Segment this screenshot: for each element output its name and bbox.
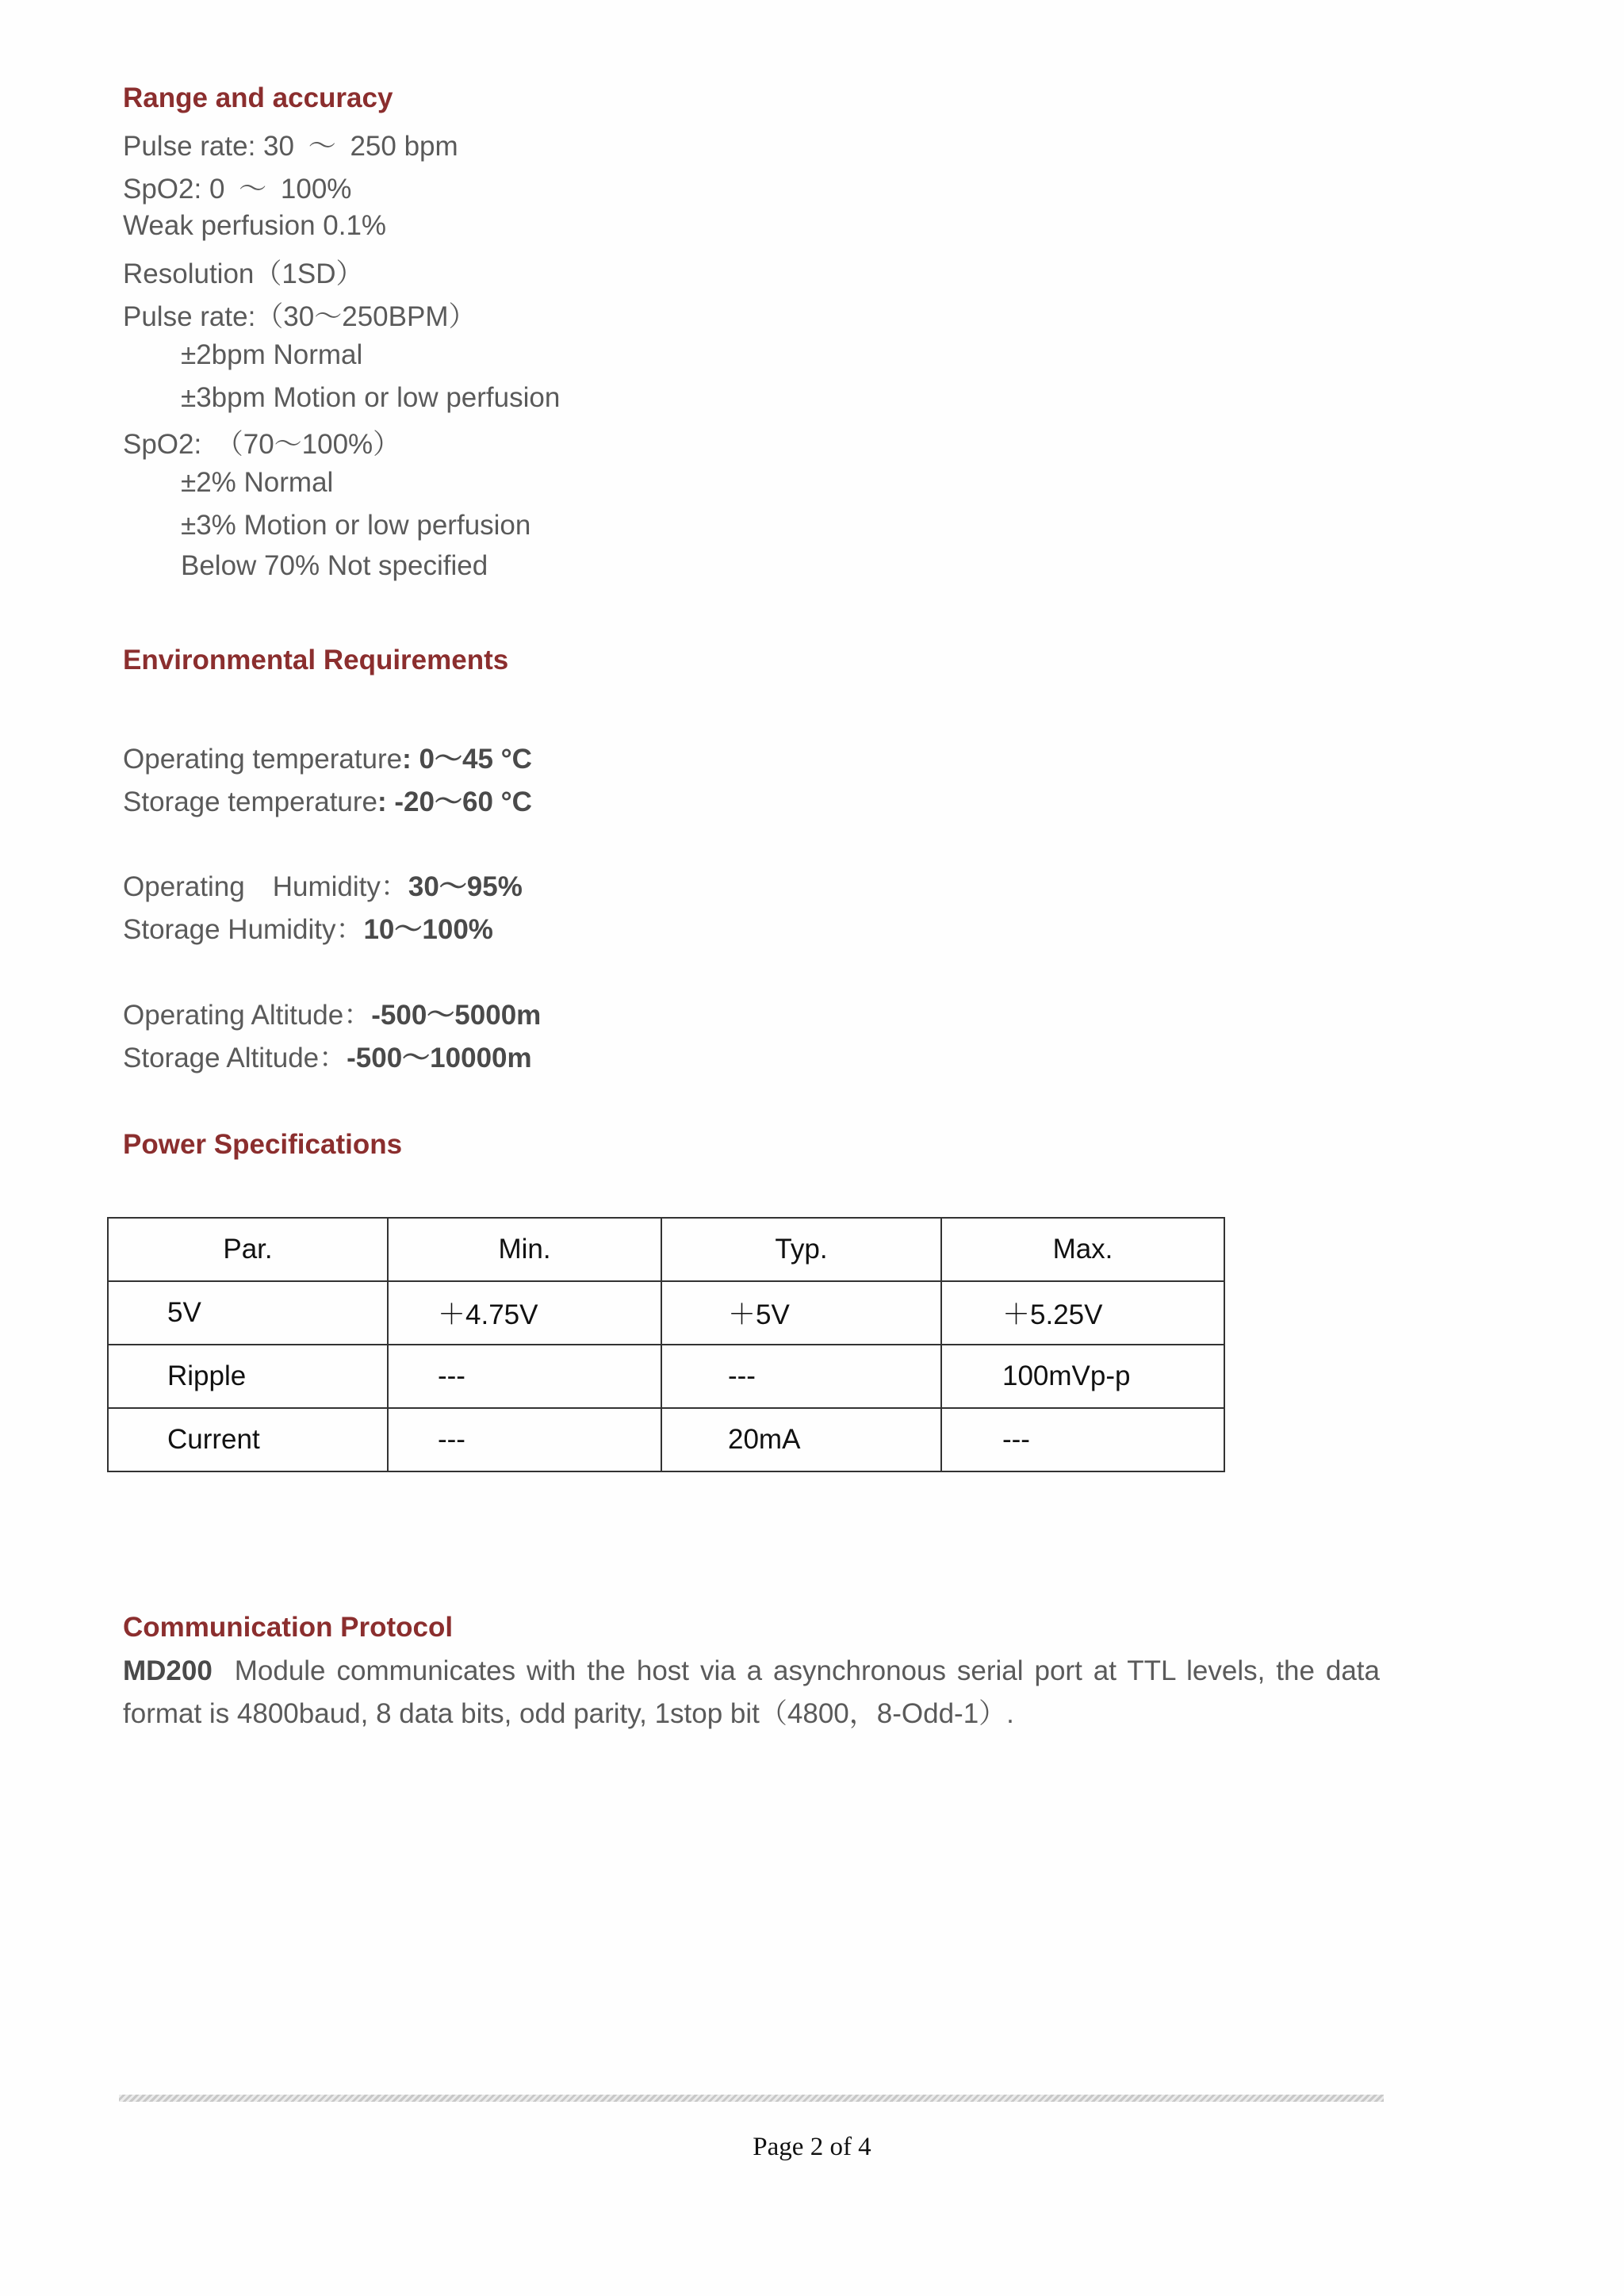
cell-par: Ripple — [108, 1345, 388, 1408]
cell-max: ＋5.25V — [941, 1281, 1224, 1345]
storage-altitude-line — [123, 1036, 532, 1076]
operating-temperature-value: : 0～45 °C — [402, 744, 532, 775]
cell-par: Current — [108, 1408, 388, 1471]
cell-typ: --- — [661, 1345, 941, 1408]
cell-par: 5V — [108, 1281, 388, 1345]
cell-max: --- — [941, 1408, 1224, 1471]
cell-min: --- — [388, 1408, 661, 1471]
pulse-rate-range-line — [123, 124, 458, 164]
communication-text: Module communicates with the host via a asynchronous serial port at TTL levels, the data format is 4800baud, 8 data bits, odd parity, 1stop bit（4800，8-Odd-1）. — [123, 1655, 1381, 1729]
pulse-rate-accuracy-line: Pulse rate:（30～250BPM） — [123, 301, 477, 332]
pulse-rate-end: 250 bpm — [350, 131, 458, 162]
operating-altitude-value: -500～5000m — [371, 1000, 542, 1031]
operating-temperature-label: Operating temperature — [123, 744, 403, 775]
table-row — [108, 1345, 1224, 1408]
footer-divider — [119, 2095, 1384, 2102]
spo2-end: 100% — [280, 174, 352, 205]
operating-temperature-line — [123, 737, 532, 777]
spo2-normal-line: ±2% Normal — [181, 467, 334, 498]
header-max: Max. — [941, 1218, 1224, 1281]
table-row — [108, 1408, 1224, 1471]
range-accuracy-heading: Range and accuracy — [123, 82, 393, 113]
storage-temperature-line — [123, 780, 532, 820]
storage-altitude-value: -500～10000m — [347, 1043, 532, 1073]
storage-temperature-value: : -20～60 °C — [377, 786, 532, 817]
power-spec-table — [107, 1217, 1225, 1472]
cell-typ: 20mA — [661, 1408, 941, 1471]
pulse-motion-line: ±3bpm Motion or low perfusion — [181, 382, 561, 413]
environment-heading: Environmental Requirements — [123, 645, 509, 675]
pulse-normal-line: ±2bpm Normal — [181, 339, 363, 370]
resolution-line: Resolution（1SD） — [123, 258, 364, 289]
spo2-range-line — [123, 167, 351, 207]
spo2-label: SpO2: 0 — [123, 174, 225, 205]
cell-min: --- — [388, 1345, 661, 1408]
operating-humidity-value: 30～95% — [408, 871, 523, 902]
spo2-motion-line: ±3% Motion or low perfusion — [181, 510, 531, 541]
table-header-row — [108, 1218, 1224, 1281]
header-min: Min. — [388, 1218, 661, 1281]
pulse-rate-tilde: ～ — [308, 131, 336, 162]
module-name: MD200 — [123, 1655, 213, 1686]
cell-max: 100mVp-p — [941, 1345, 1224, 1408]
communication-paragraph — [123, 1650, 1380, 1735]
pulse-rate-label: Pulse rate: 30 — [123, 131, 294, 162]
operating-humidity-label: Operating Humidity： — [123, 871, 408, 902]
storage-temperature-label: Storage temperature — [123, 786, 378, 817]
operating-altitude-line — [123, 993, 541, 1033]
storage-humidity-line — [123, 908, 493, 947]
storage-humidity-label: Storage Humidity： — [123, 914, 364, 945]
cell-min: ＋4.75V — [388, 1281, 661, 1345]
header-par: Par. — [108, 1218, 388, 1281]
spo2-tilde: ～ — [239, 174, 267, 205]
power-heading: Power Specifications — [123, 1129, 403, 1160]
cell-typ: ＋5V — [661, 1281, 941, 1345]
spo2-below-line: Below 70% Not specified — [181, 550, 488, 581]
operating-humidity-line — [123, 865, 523, 905]
header-typ: Typ. — [661, 1218, 941, 1281]
storage-humidity-value: 10～100% — [363, 914, 493, 945]
spo2-accuracy-line: SpO2: （70～100%） — [123, 429, 401, 460]
table-row — [108, 1281, 1224, 1345]
operating-altitude-label: Operating Altitude： — [123, 1000, 372, 1031]
storage-altitude-label: Storage Altitude： — [123, 1043, 347, 1073]
communication-heading: Communication Protocol — [123, 1612, 454, 1643]
page-number: Page 2 of 4 — [753, 2133, 871, 2161]
weak-perfusion-line: Weak perfusion 0.1% — [123, 210, 387, 241]
